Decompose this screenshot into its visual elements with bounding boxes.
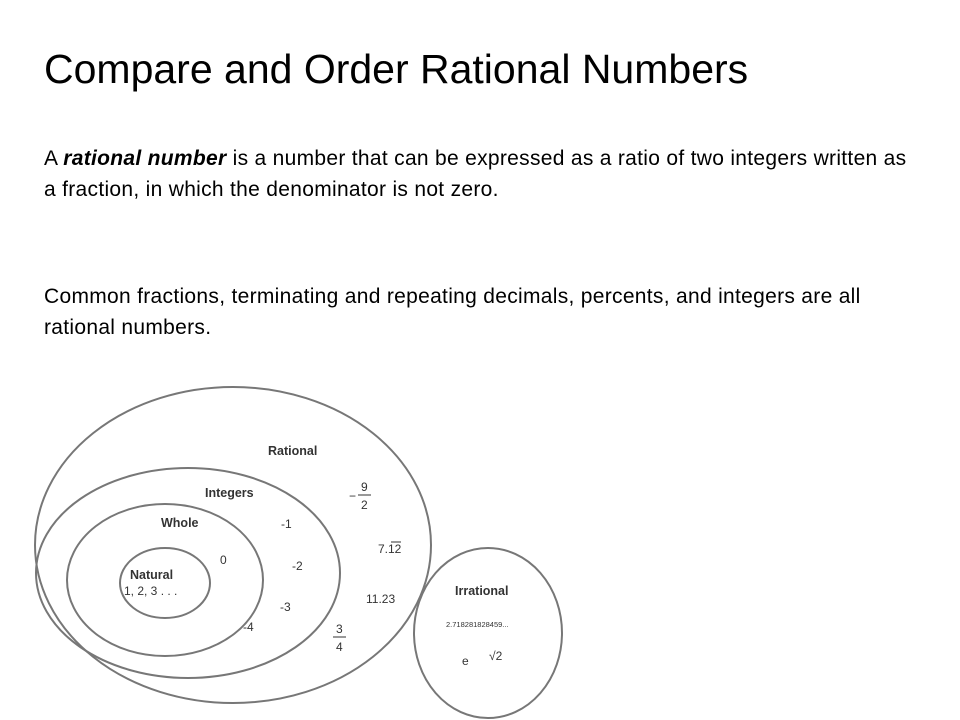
neg-nine-halves-denominator: 2 (361, 498, 368, 512)
neg-three: -3 (280, 600, 291, 614)
para1-start: A (44, 147, 64, 170)
neg-nine-halves-sign: − (349, 489, 357, 503)
rational-label: Rational (268, 444, 318, 458)
para1-rest: is a number that can be expressed as a ratio of two integers written as a fraction, in which the denominator is not zero. (44, 147, 907, 201)
integers-label: Integers (205, 486, 254, 500)
neg-one: -1 (281, 517, 292, 531)
e-symbol: e (462, 654, 469, 668)
three-quarters-denominator: 4 (336, 640, 343, 654)
zero: 0 (220, 553, 227, 567)
rational-examples-paragraph: Common fractions, terminating and repeating decimals, percents, and integers are all rational numbers. (44, 285, 861, 339)
sqrt-two: √2 (489, 649, 503, 663)
neg-nine-halves-numerator: 9 (361, 480, 368, 494)
whole-label: Whole (161, 516, 199, 530)
irrational-label: Irrational (455, 584, 509, 598)
rational-number-term: rational number (63, 147, 227, 170)
e-decimal-value: 2.718281828459... (446, 620, 509, 629)
irrational-set-ellipse (414, 548, 562, 718)
seven-twelve-repeating: 7.12 (378, 542, 402, 556)
neg-two: -2 (292, 559, 303, 573)
natural-set-ellipse (120, 548, 210, 618)
natural-label: Natural (130, 568, 174, 582)
rational-definition-paragraph (44, 143, 924, 205)
neg-four: -4 (243, 620, 254, 634)
slide-title: Compare and Order Rational Numbers (44, 46, 749, 92)
three-quarters-numerator: 3 (336, 622, 343, 636)
eleven-twentythree: 11.23 (366, 592, 396, 606)
number-sets-venn-diagram (0, 380, 960, 720)
natural-examples: 1, 2, 3 . . . (124, 584, 178, 598)
